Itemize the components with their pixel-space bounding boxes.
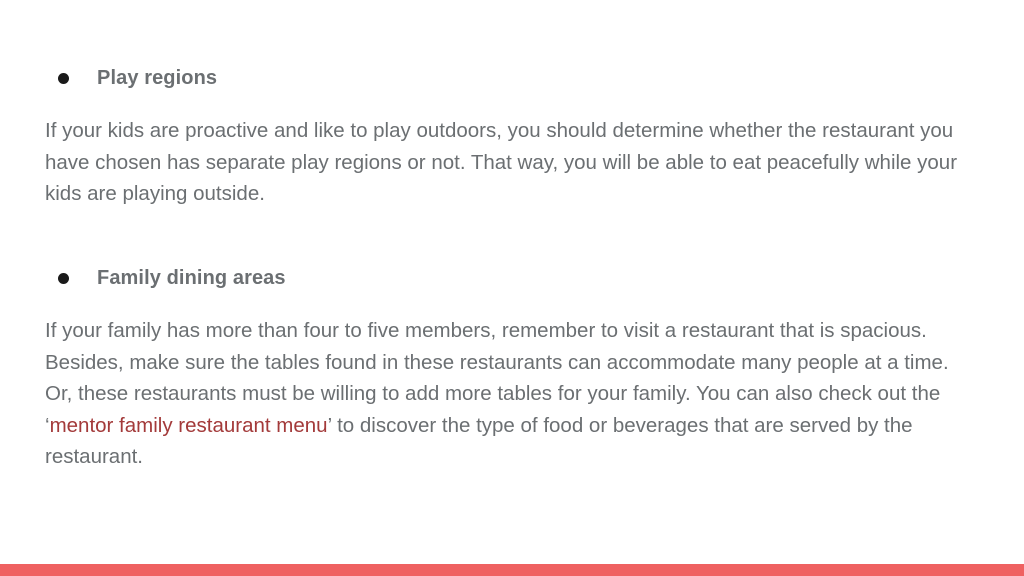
bullet-item-play-regions [58, 65, 217, 91]
bullet-icon [58, 273, 69, 284]
section-paragraph: If your kids are proactive and like to play outdoors, you should determine whether the restaurant you have chosen has separate play regions or not. That way, you will be able to eat peacefully while your kids are playing outside. [45, 119, 958, 205]
section-heading: Play regions [97, 66, 218, 89]
paragraph-text-before-link: If your family has more than four to five members, remember to visit a restaurant that is spacious. Besides, make sure the tables found in these restaurants can accommodate many people at a time. Or, these restaurants must be willing to add more tables for your family. You can also check out the ‘ [45, 319, 949, 437]
menu-link[interactable]: mentor family restaurant menu [49, 413, 328, 437]
bullet-icon [58, 73, 69, 84]
paragraph-text-after-link: ’ to discover the type of food or beverages that are served by the restaurant. [45, 413, 913, 468]
bullet-item-family-dining-areas [58, 265, 286, 291]
bottom-accent-bar [0, 564, 1024, 576]
section-heading: Family dining areas [97, 266, 286, 289]
section-paragraph [45, 315, 975, 473]
